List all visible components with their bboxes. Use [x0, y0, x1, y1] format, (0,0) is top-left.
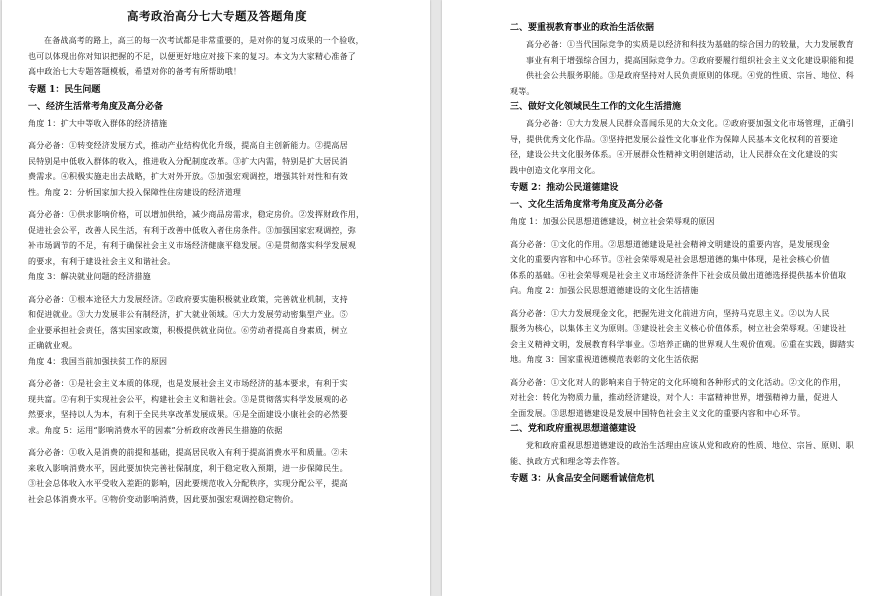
paragraph-line: 供社会公共服务职能。③是政府坚持对人民负责原则的体现。④党的性质、宗旨、地位、科 — [526, 71, 854, 80]
topic-3-heading: 专题 3：从食品安全问题看诚信危机 — [510, 474, 655, 484]
paragraph-line: 导，提供优秀文化作品。③坚持把发展公益性文化事业作为保障人民基本文化权利的首要途 — [510, 134, 838, 144]
intro-line-1: 在备战高考的路上，高三的每一次考试都是非常重要的，是对你的复习成果的一个验收， — [44, 36, 364, 45]
paragraph-line: 高分必备：①文化对人的影响来自于特定的文化环境和各种形式的文化活动。②文化的作用， — [510, 377, 847, 387]
paragraph — [28, 376, 406, 438]
angle-heading: 角度 1：扩大中等收入群体的经济措施 — [28, 118, 168, 128]
document-page-right — [442, 0, 892, 596]
paragraph — [28, 138, 406, 200]
paragraph-line: 费需求。④积极实施走出去战略，扩大对外开放。⑤加强宏观调控，增强其针对性和有效 — [28, 172, 348, 181]
paragraph-line: 求。角度 5：运用“影响消费水平的因素”分析政府改善民生措施的依据 — [28, 425, 283, 435]
paragraph-line: 高分必备：①根本途径大力发展经济。②政府要实施积极就业政策，完善就业机制，支持 — [28, 294, 348, 304]
paragraph — [28, 207, 406, 269]
paragraph-line: 企业要承担社会责任，落实国家政策，积极提供就业岗位。⑥劳动者提高自身素质，树立 — [28, 325, 348, 335]
paragraph-line: 党和政府重视思想道德建设的政治生活理由应该从党和政府的性质、地位、宗旨、原则、职 — [526, 441, 854, 450]
paragraph-line: 正确就业观。 — [28, 341, 78, 350]
paragraph-line: 高分必备：①大力发展人民群众喜闻乐见的大众文化。②政府要加强文化市场管理，正确引 — [526, 119, 854, 128]
paragraph-line: 会主义精神文明，发展教育科学事业。⑤培养正确的世界观人生观价值观。⑥重在实践，脚踏实 — [510, 339, 855, 349]
paragraph-line: 高分必备：①大力发展现金文化，把握先进文化前进方向，坚持马克思主义。②以为人民 — [510, 308, 830, 318]
section-heading: 三、做好文化领域民生工作的文化生活措施 — [510, 102, 682, 112]
paragraph-line: 高分必备：①是社会主义本质的体现，也是发展社会主义市场经济的基本要求，有利于实 — [28, 379, 348, 388]
section-heading: 二、党和政府重视思想道德建设 — [510, 424, 637, 434]
paragraph — [510, 116, 862, 178]
paragraph-line: 对社会：转化为物质力量，推动经济建设，对个人：丰富精神世界，增强精神力量，促进人 — [510, 393, 838, 402]
paragraph-line: 事业有利于增强综合国力，提高国际竞争力。②政府要履行组织社会主义文化建设职能和提 — [526, 55, 854, 65]
paragraph-line: 地。角度 3：国家重视道德模范表彰的文化生活依据 — [510, 355, 699, 364]
paragraph-line: 补市场调节的不足，有利于确保社会主义市场经济健康平稳发展。④是贯彻落实科学发展观 — [28, 241, 356, 250]
paragraph-line: 能、执政方式和理念等去作答。 — [510, 456, 625, 466]
paragraph-line: 和促进就业。③大力发展非公有制经济，扩大就业领域。④大力发展劳动密集型产业。⑤ — [28, 310, 348, 319]
paragraph-line: 性。角度 2：分析国家加大投入保障性住房建设的经济道理 — [28, 187, 242, 197]
paragraph-line: ③社会总体收入水平受收入差距的影响，因此要规范收入分配秩序，实现分配公平，提高 — [28, 479, 348, 488]
section-heading: 一、经济生活常考角度及高分必备 — [28, 101, 164, 112]
paragraph-line: 践中创造文化享用文化。 — [510, 165, 601, 175]
paragraph — [510, 237, 862, 299]
angle-heading: 角度 1：加强公民思想道德建设，树立社会荣辱观的原因 — [510, 217, 715, 226]
paragraph — [510, 375, 862, 422]
paragraph-line: 的要求，有利于建设社会主义和谐社会。 — [28, 256, 176, 266]
topic-1-heading: 专题 1：民生问题 — [28, 84, 101, 95]
topic-2-heading: 专题 2：推动公民道德建设 — [510, 183, 619, 193]
paragraph-line: 服务为核心，以集体主义为原则。③建设社会主义核心价值体系，树立社会荣辱观。④建设社 — [510, 324, 847, 333]
intro-line-2: 也可以体现出你对知识把握的不足，以便更好地应对接下来的复习。本文为大家精心准备了 — [28, 51, 356, 61]
paragraph-line: 径，建设公共文化服务体系。④开展群众性精神文明创建活动，让人民群众在文化建设的实 — [510, 150, 838, 159]
angle-heading: 角度 3：解决就业问题的经济措施 — [28, 272, 151, 281]
paragraph-line: 然要求，坚持以人为本，有利于全民共享改革发展成果。④是全面建设小康社会的必然要 — [28, 410, 348, 419]
paragraph-line: 体系的基础。④社会荣辱观是社会主义市场经济条件下社会成员做出道德选择提供基本价值取 — [510, 270, 847, 280]
paragraph-line: 文化的重要内容和中心环节。③社会荣辱观是社会思想道德的集中体现，是社会核心价值 — [510, 255, 830, 264]
paragraph-line: 向。角度 2：加强公民思想道德建设的文化生活措施 — [510, 286, 699, 295]
paragraph — [28, 292, 406, 354]
paragraph — [28, 445, 406, 507]
paragraph-line: 观等。 — [510, 86, 535, 96]
intro-line-3: 高中政治七大专题答题模板，希望对你的备考有所帮助哦！ — [28, 67, 242, 76]
paragraph-line: 高分必备：①文化的作用。②思想道德建设是社会精神文明建设的重要内容，是发展现金 — [510, 239, 830, 249]
paragraph-line: 现共富。②有利于实现社会公平，构建社会主义和谐社会。③是贯彻落实科学发展观的必 — [28, 394, 348, 404]
paragraph-line: 高分必备：①当代国际竞争的实质是以经济和科技为基础的综合国力的较量，大力发展教育 — [526, 40, 854, 49]
paragraph — [510, 306, 862, 368]
paragraph-line: 促进社会公平，改善人民生活，有利于改善中低收入者住房条件。③加强国家宏观调控，弥 — [28, 225, 356, 235]
paragraph-line: 全面发展。③思想道德建设是发展中国特色社会主义文化的重要内容和中心环节。 — [510, 408, 806, 418]
paragraph-line: 高分必备：①转变经济发展方式，推动产业结构优化升级，提高自主创新能力。②提高居 — [28, 141, 348, 150]
section-heading: 一、文化生活角度常考角度及高分必备 — [510, 200, 664, 210]
angle-heading: 角度 4：我国当前加强扶贫工作的原因 — [28, 356, 168, 366]
paragraph — [510, 37, 862, 99]
paragraph-line: 高分必备：①收入是消费的前提和基础，提高居民收入有利于提高消费水平和质量。②未 — [28, 448, 348, 457]
document-title: 高考政治高分七大专题及答题角度 — [127, 9, 307, 23]
section-heading: 二、要重视教育事业的政治生活依据 — [510, 23, 655, 33]
paragraph — [510, 438, 862, 469]
paragraph-line: 高分必备：①供求影响价格，可以增加供给，减少商品房需求，稳定房价。②发挥财政作用， — [28, 210, 365, 219]
document-page-left — [2, 0, 430, 596]
paragraph-line: 民特别是中低收入群体的收入，推进收入分配制度改革。③扩大内需，特别是扩大居民消 — [28, 156, 348, 166]
paragraph-line: 社会总体消费水平。④物价变动影响消费，因此要加强宏观调控稳定物价。 — [28, 494, 299, 504]
paragraph-line: 来收入影响消费水平，因此要加快完善社保制度，利于稳定收入预期，进一步保障民生。 — [28, 463, 348, 473]
